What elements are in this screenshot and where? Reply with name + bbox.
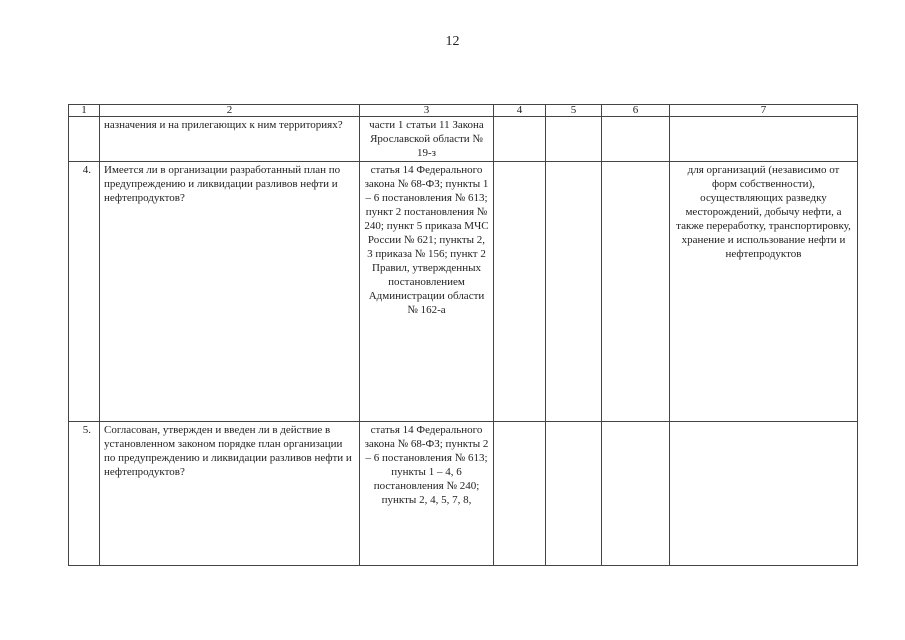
empty-cell [602, 117, 670, 162]
row-number: 5. [69, 422, 100, 566]
row-number: 4. [69, 162, 100, 422]
column-header: 6 [602, 105, 670, 117]
empty-cell [494, 162, 546, 422]
column-header: 1 [69, 105, 100, 117]
table-row [69, 422, 858, 566]
empty-cell [546, 162, 602, 422]
column-header: 5 [546, 105, 602, 117]
note-cell [670, 422, 858, 566]
column-header: 3 [360, 105, 494, 117]
table-row [69, 117, 858, 162]
requirements-table [68, 104, 858, 566]
column-header: 4 [494, 105, 546, 117]
empty-cell [602, 422, 670, 566]
column-header: 2 [100, 105, 360, 117]
question-cell: Согласован, утвержден и введен ли в действие в установленном законом порядке план организации по предупреждению и ликвидации разливов нефти и нефтепродуктов? [100, 422, 360, 566]
note-cell [670, 117, 858, 162]
legal-basis-cell: статья 14 Федерального закона № 68-ФЗ; пункты 1 – 6 постановления № 613; пункт 2 постановления № 240; пункт 5 приказа МЧС России № 621; пункты 2, 3 приказа № 156; пункт 2 Правил, утвержденных постановлением Администрации области № 162-а [360, 162, 494, 422]
row-number [69, 117, 100, 162]
empty-cell [546, 422, 602, 566]
table-row [69, 162, 858, 422]
legal-basis-cell: части 1 статьи 11 Закона Ярославской области № 19-з [360, 117, 494, 162]
question-cell: назначения и на прилегающих к ним территориях? [100, 117, 360, 162]
question-cell: Имеется ли в организации разработанный план по предупреждению и ликвидации разливов нефти и нефтепродуктов? [100, 162, 360, 422]
legal-basis-cell: статья 14 Федерального закона № 68-ФЗ; пункты 2 – 6 постановления № 613; пункты 1 – 4, 6 постановления № 240; пункты 2, 4, 5, 7, 8, [360, 422, 494, 566]
empty-cell [494, 422, 546, 566]
note-cell: для организаций (независимо от форм собственности), осуществляющих разведку месторождений, добычу нефти, а также переработку, транспортировку, хранение и использование нефти и нефтепродуктов [670, 162, 858, 422]
empty-cell [602, 162, 670, 422]
column-header: 7 [670, 105, 858, 117]
empty-cell [546, 117, 602, 162]
empty-cell [494, 117, 546, 162]
page-number: 12 [445, 34, 460, 49]
table-header-row [69, 105, 858, 117]
